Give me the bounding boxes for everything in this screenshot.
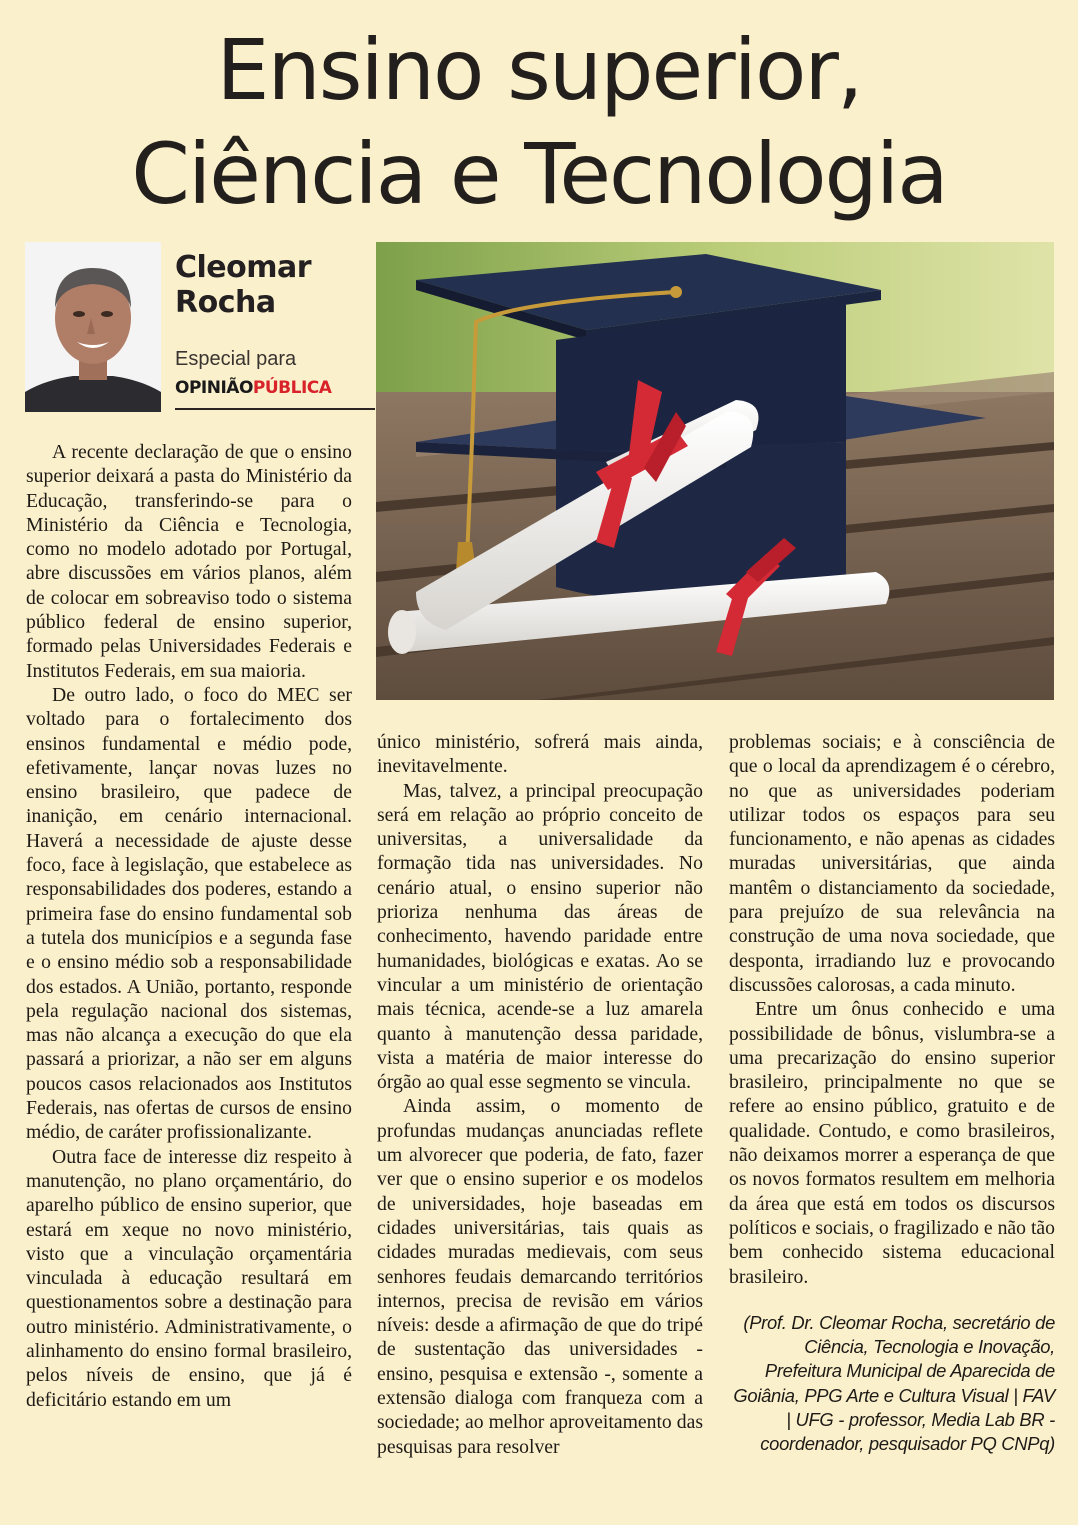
author-name xyxy=(175,250,351,320)
paragraph: único ministério, sofrerá mais ainda, inevitavelmente. xyxy=(377,731,703,778)
graduation-photo xyxy=(376,242,1054,700)
publication-brand xyxy=(175,378,331,398)
author-name-line-2: Rocha xyxy=(175,285,276,320)
author-portrait-image xyxy=(25,242,161,412)
paragraph: A recente declaração de que o ensino superior deixará a pasta do Ministério da Educação, transferindo-se para o Ministério da Ciência e Tecnologia, como no modelo adotado por Portugal, abre discussões em vários planos, além de colocar em sobreaviso todo o sistema público federal de ensino superior, formado pelas Universidades Federais e Institutos Federais, em sua maioria. xyxy=(26,441,352,682)
headline-line-2: Ciência e Tecnologia xyxy=(131,125,947,223)
author-name-line-1: Cleomar xyxy=(175,250,312,285)
author-divider xyxy=(175,408,375,410)
article-column-1 xyxy=(26,440,352,1412)
author-block xyxy=(25,242,351,412)
paragraph: Ainda assim, o momento de profundas mudanças anunciadas reflete um alvorecer que poderia, de fato, fazer ver que o ensino superior e os modelos de universidades, hoje baseadas em cidades universitárias, tais quais as cidades muradas medievais, com seus senhores feudais demarcando territórios internos, precisa de revisão em vários níveis: desde a afirmação de que do tripé de sustentação das universidades - ensino, pesquisa e extensão -, somente a extensão dialoga com franqueza com a sociedade; ao melhor aproveitamento das pesquisas para resolver xyxy=(377,1095,703,1458)
paragraph: Mas, talvez, a principal preocupação será em relação ao próprio conceito de universitas, a universalidade da formação tida nas universidades. No cenário atual, o ensino superior não prioriza nenhuma das áreas de conhecimento, havendo paridade entre humanidades, biológicas e exatas. Ao se vincular a um ministério de orientação mais técnica, acende-se a luz amarela quanto à manutenção dessa paridade, vista a matéria de maior interesse do órgão ao qual esse segmento se vincula. xyxy=(377,779,703,1094)
paragraph: Outra face de interesse diz respeito à manutenção, no plano orçamentário, do aparelho público de ensino superior, que estará em xeque no novo ministério, visto que a vinculação orçamentária vinculada à educação resultará em questionamentos sobre a destinação para outro ministério. Administrativamente, o alinhamento do ensino formal brasileiro, pelos níveis de ensino, que já é deficitário estando em um xyxy=(26,1145,352,1411)
author-photo xyxy=(25,242,161,412)
paragraph: De outro lado, o foco do MEC ser voltado para o fortalecimento dos ensinos fundamental e médio pode, efetivamente, lançar novas luzes no ensino brasileiro, que padece de inanição, em cenário internacional. Haverá a necessidade de ajuste desse foco, face à legislação, que estabelece as responsabilidades dos poderes, estando a primeira fase do ensino fundamental sob a tutela dos municípios e a segunda fase e o ensino médio sob a responsabilidade dos estados. A União, portanto, responde pela regulação nacional dos sistemas, mas não alcança a execução do que ela passará a priorizar, a não ser em alguns poucos casos relacionados aos Institutos Federais, nas ofertas de cursos de ensino médio, de caráter profissionalizante. xyxy=(26,683,352,1144)
paragraph: Entre um ônus conhecido e uma possibilidade de bônus, vislumbra-se a uma precarização do ensino superior brasileiro, principalmente no que se refere ao ensino público, gratuito e de qualidade. Contudo, e como brasileiros, não deixamos morrer a esperança de que os novos formatos resultem em melhoria da área que está em todos os discursos políticos e sociais, o fragilizado e não tão bem conhecido sistema educacional brasileiro. xyxy=(729,998,1055,1288)
article-column-3 xyxy=(729,730,1055,1457)
graduation-cap-diploma-image xyxy=(376,242,1054,700)
headline xyxy=(0,18,1078,226)
article-column-2 xyxy=(377,730,703,1459)
paragraph: problemas sociais; e à consciência de que o local da aprendizagem é o cérebro, no que as universidades poderiam utilizar todos os espaços para seu funcionamento, e não apenas as cidades muradas universitárias, que ainda mantêm o distanciamento da sociedade, para prejuízo de sua relevância na construção de uma nova sociedade, que desponta, irradiando luz e provocando discussões calorosas, a cada minuto. xyxy=(729,731,1055,996)
author-credit: (Prof. Dr. Cleomar Rocha, secretário de Ciência, Tecnologia e Inovação, Prefeitura Municipal de Aparecida de Goiânia, PPG Arte e Cultura Visual | FAV | UFG - professor, Media Lab BR - coordenador, pesquisador PQ CNPq) xyxy=(733,1311,1055,1455)
headline-line-1: Ensino superior, xyxy=(216,21,862,119)
author-special-label: Especial para xyxy=(175,348,297,370)
brand-part-2: PÚBLICA xyxy=(252,378,332,398)
brand-part-1: OPINIÃO xyxy=(175,378,253,398)
